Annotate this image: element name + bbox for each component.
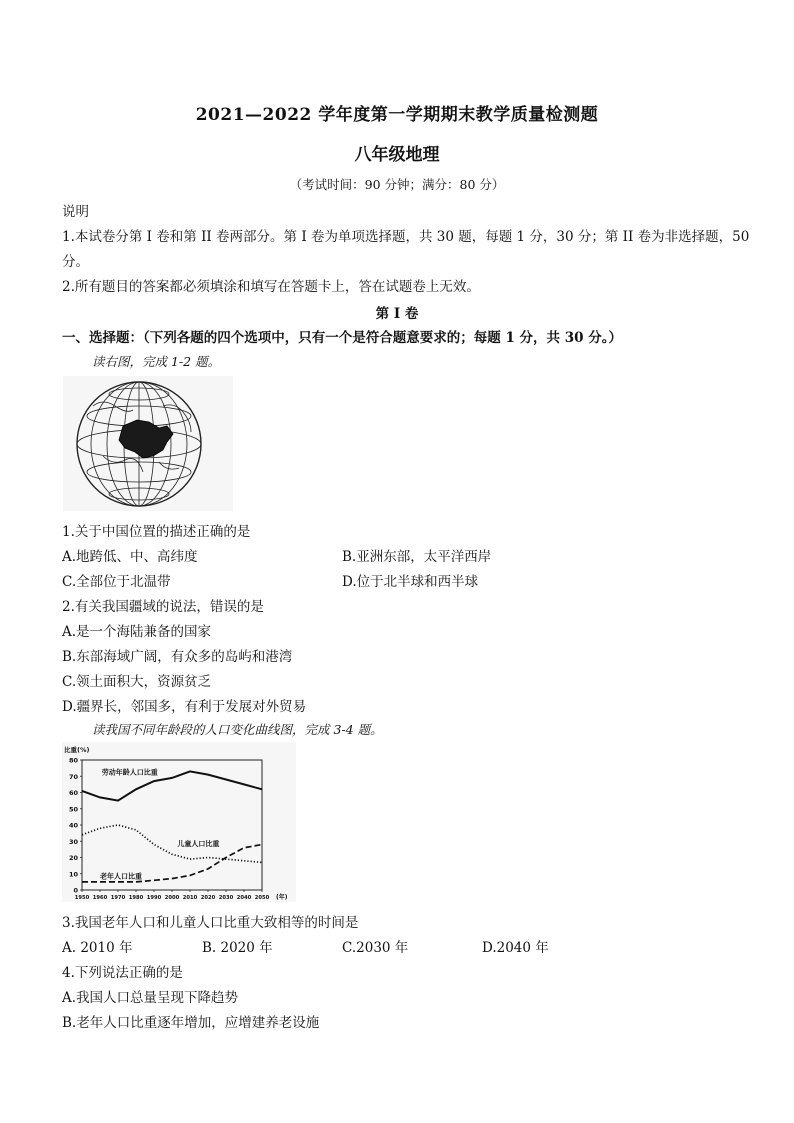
y-tick-label: 20 <box>68 854 78 862</box>
q1-option-d: D.位于北半球和西半球 <box>342 574 479 590</box>
q3-option-b: B. 2020 年 <box>202 940 273 956</box>
q1-option-a: A.地跨低、中、高纬度 <box>62 549 198 565</box>
q3-option-a: A. 2010 年 <box>62 940 133 956</box>
instruction-line-1-cont: 分。 <box>62 254 89 270</box>
q1-option-c: C.全部位于北温带 <box>62 574 171 590</box>
population-chart <box>62 742 296 902</box>
x-tick-label: 1970 <box>110 895 126 901</box>
x-tick-label: 1990 <box>146 895 162 901</box>
q1-option-b: B.亚洲东部，太平洋西岸 <box>342 549 492 565</box>
q2-option-b: B.东部海域广阔，有众多的岛屿和港湾 <box>62 649 293 665</box>
x-tick-label: 2040 <box>236 895 252 901</box>
y-tick-label: 0 <box>73 886 78 895</box>
globe-prompt: 读右图，完成 1-2 题。 <box>92 354 221 369</box>
q2-option-d: D.疆界长，邻国多，有利于发展对外贸易 <box>62 699 307 715</box>
section-heading: 一、选择题：（下列各题的四个选项中，只有一个是符合题意要求的；每题 1 分，共 30 分。） <box>62 330 622 346</box>
x-tick-label: 1950 <box>74 895 90 901</box>
q4-option-a: A.我国人口总量呈现下降趋势 <box>62 990 239 1006</box>
exam-title: 2021—2022 学年度第一学期期末教学质量检测题 <box>195 105 599 125</box>
instructions-label: 说明 <box>62 204 89 220</box>
subject-title: 八年级地理 <box>354 145 440 165</box>
x-tick-label: 1980 <box>128 895 144 901</box>
exam-info: （考试时间：90 分钟；满分：80 分） <box>289 177 505 192</box>
q2-option-c: C.领土面积大，资源贫乏 <box>62 674 212 690</box>
chart-prompt: 读我国不同年龄段的人口变化曲线图，完成 3-4 题。 <box>92 722 383 737</box>
x-axis-label: (年) <box>276 894 288 901</box>
globe-figure <box>63 376 233 511</box>
y-tick-label: 10 <box>68 870 78 879</box>
x-tick-label: 1960 <box>92 895 108 901</box>
population-chart-svg <box>62 742 296 902</box>
series-label-3: 老年人口比重 <box>100 872 142 881</box>
y-tick-label: 70 <box>68 772 78 781</box>
y-tick-label: 80 <box>68 756 78 765</box>
plot-frame <box>82 760 262 890</box>
instruction-line-1: 1.本试卷分第 I 卷和第 II 卷两部分。第 I 卷为单项选择题，共 30 题，每题 1 分，30 分；第 II 卷为非选择题，50 <box>62 229 750 245</box>
globe-icon <box>63 376 233 511</box>
q1-stem: 1.关于中国位置的描述正确的是 <box>62 524 251 540</box>
y-tick-label: 40 <box>68 821 78 830</box>
x-tick-label: 2030 <box>218 895 234 901</box>
series-line-2 <box>82 825 262 862</box>
series-label-2: 儿童人口比重 <box>177 840 220 849</box>
volume-heading: 第 I 卷 <box>375 306 419 322</box>
x-tick-label: 2020 <box>200 895 216 901</box>
q3-option-c: C.2030 年 <box>342 940 409 956</box>
y-tick-label: 30 <box>68 837 78 846</box>
series-label-1: 劳动年龄人口比重 <box>101 768 158 777</box>
q2-stem: 2.有关我国疆域的说法，错误的是 <box>62 599 264 615</box>
q2-option-a: A.是一个海陆兼备的国家 <box>62 624 212 640</box>
y-tick-label: 60 <box>68 789 78 797</box>
x-tick-label: 2000 <box>164 895 180 901</box>
y-axis-label: 比重(%) <box>64 746 90 754</box>
instruction-line-2: 2.所有题目的答案都必须填涂和填写在答题卡上，答在试题卷上无效。 <box>62 279 480 295</box>
q4-option-b: B.老年人口比重逐年增加，应增建养老设施 <box>62 1015 320 1031</box>
china-shape <box>119 420 173 458</box>
x-tick-label: 2050 <box>254 895 270 901</box>
q3-option-d: D.2040 年 <box>482 940 549 956</box>
y-tick-label: 50 <box>68 805 78 814</box>
q3-stem: 3.我国老年人口和儿童人口比重大致相等的时间是 <box>62 915 359 931</box>
x-tick-label: 2010 <box>182 895 198 901</box>
q4-stem: 4.下列说法正确的是 <box>62 965 183 981</box>
